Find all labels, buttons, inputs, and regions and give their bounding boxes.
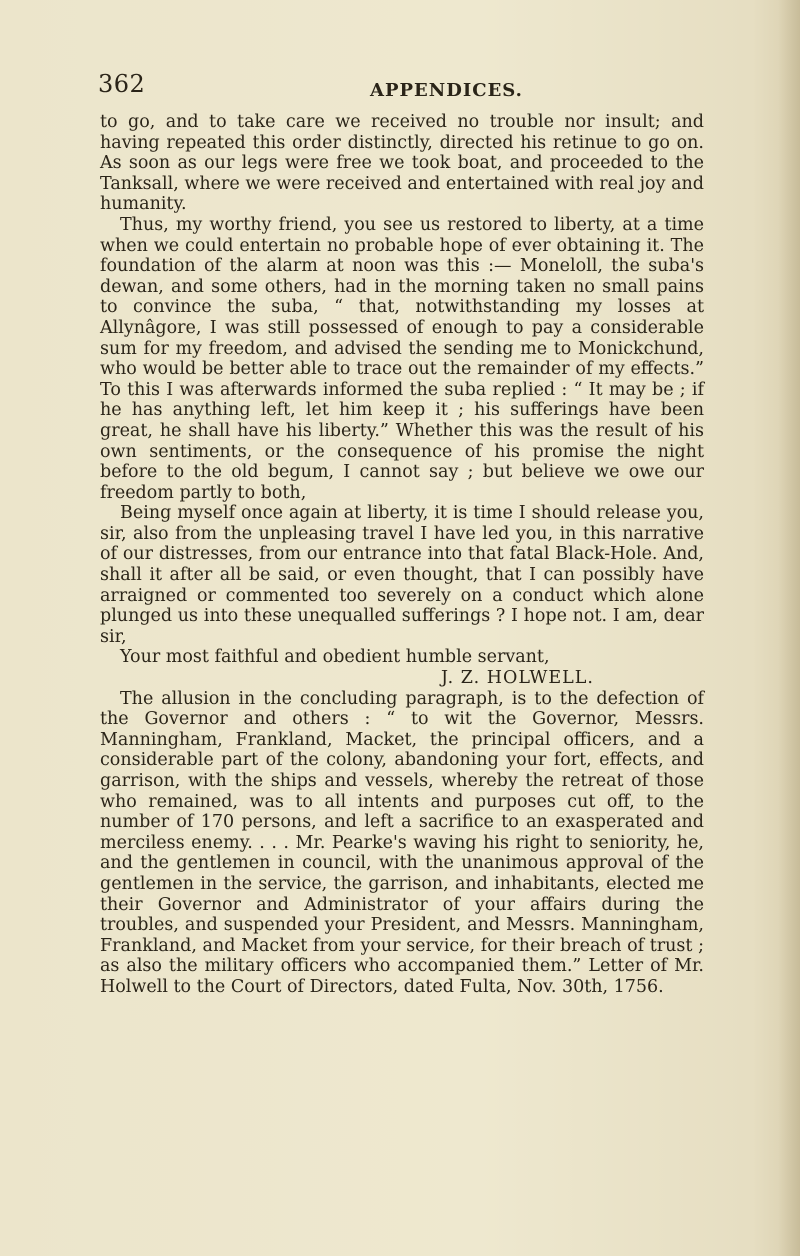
running-head: APPENDICES. [370, 80, 523, 101]
page-edge-shadow [778, 0, 800, 1256]
letter-closing: Your most faithful and obedient humble servant, [120, 647, 550, 668]
paragraph-continuation: to go, and to take care we received no trouble nor insult; and having repeated this order distinctly, directed his retinue to go on. As soon as our legs were free we took boat, and proceeded to the Tanksall, where we were received and entertained with real joy and humanity. [100, 112, 704, 215]
signature: J. Z. HOLWELL. [440, 668, 594, 689]
paragraph: Being myself once again at liberty, it is time I should release you, sir, also from the unpleasing travel I have led you, in this narrative of our distresses, from our entrance into that fatal Black-Hole. And, shall it after all be said, or even thought, that I can possibly have arraigned or commented too severely on a conduct which alone plunged us into these unequalled sufferings ? I hope not. I am, dear sir, [100, 503, 704, 647]
editorial-note: The allusion in the concluding paragraph, is to the defection of the Governor and others : “ to wit the Governor, Messrs. Manningham, Frankland, Macket, the principal officers, and a considerable part of the colony, abandoning your fort, effects, and garrison, with the ships and vessels, whereby the retreat of those who remained, was to all intents and purposes cut off, to the number of 170 persons, and left a sacrifice to an exasperated and merciless enemy. . . . Mr. Pearke's waving his right to seniority, he, and the gentlemen in council, with the unanimous approval of the gentlemen in the service, the garrison, and inhabitants, elected me their Governor and Administrator of your affairs during the troubles, and suspended your President, and Messrs. Manningham, Frankland, and Macket from your service, for their breach of trust ; as also the military officers who accompanied them.” Letter of Mr. Holwell to the Court of Directors, dated Fulta, Nov. 30th, 1756. [100, 688, 704, 997]
paragraph: Thus, my worthy friend, you see us restored to liberty, at a time when we could entertain no probable hope of ever obtaining it. The foundation of the alarm at noon was this :— Moneloll, the suba's dewan, and some others, had in the morning taken no small pains to convince the suba, “ that, notwithstanding my losses at Allynâgore, I was still possessed of enough to pay a considerable sum for my freedom, and advised the sending me to Monickchund, who would be better able to trace out the remainder of my effects.” To this I was afterwards informed the suba replied : “ It may be ; if he has anything left, let him keep it ; his sufferings have been great, he shall have his liberty.” Whether this was the result of his own sentiments, or the consequence of his promise the night before to the old begum, I cannot say ; but believe we owe our freedom partly to both, [100, 214, 704, 503]
page-number: 362 [98, 70, 146, 98]
body-text [100, 112, 704, 998]
